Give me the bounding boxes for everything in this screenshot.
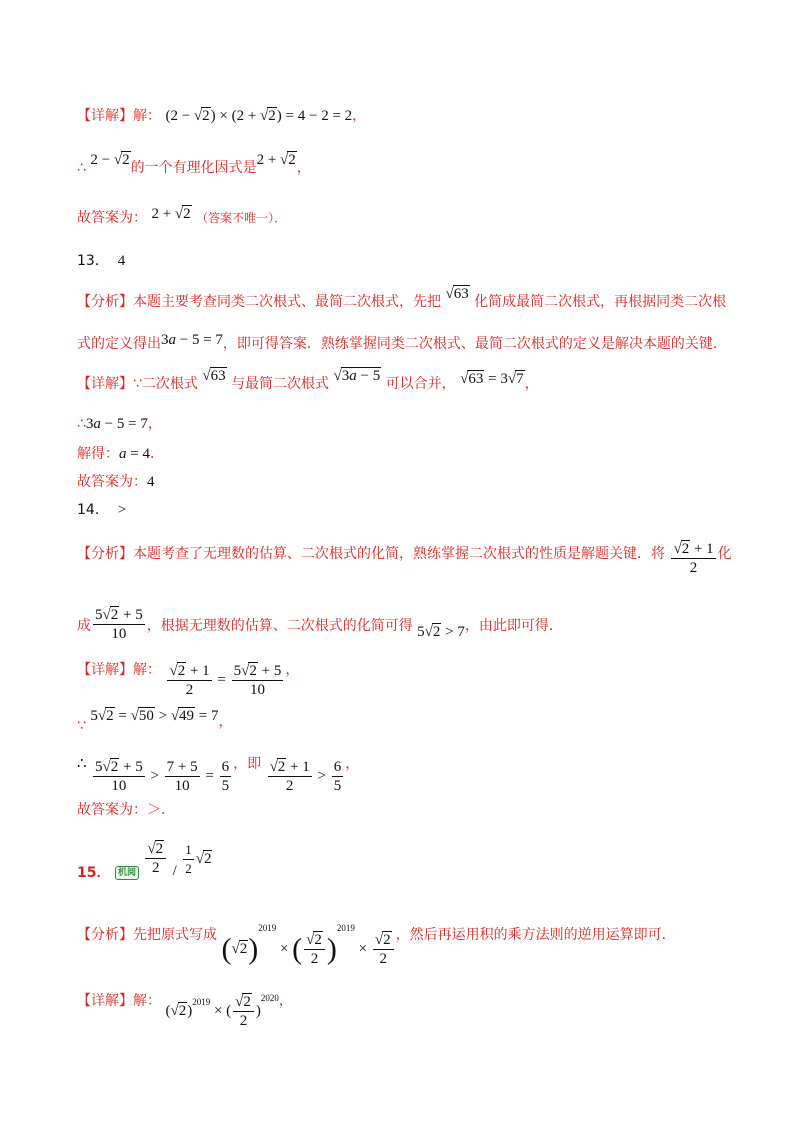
fraction-root2-over-2: $\frac{√2}{2}$: [145, 840, 166, 877]
punct: ，: [218, 714, 233, 730]
answer-line-12: [77, 208, 286, 228]
analysis-text: 本题考查了无理数的估算、二次根式的化简，熟练掌握二次根式的性质是解题关键．将: [133, 546, 665, 562]
therefore-symbol: ∴: [77, 756, 87, 772]
expr-2-minus-root2: 2 − √2: [90, 152, 130, 168]
question-13-header: [77, 251, 125, 271]
half-root2: $\frac{1}{2}$ √2: [185, 841, 212, 876]
q13-analysis-line-1: [77, 286, 727, 312]
q14-because-line: [77, 706, 233, 734]
detail-text: 二次根式: [141, 376, 198, 392]
punct: ，: [285, 662, 300, 678]
question-number: 14．: [77, 502, 109, 518]
solve-label: 解：: [133, 108, 161, 124]
punct: ，: [278, 993, 293, 1009]
answer-value: 4: [147, 474, 155, 490]
detail-label: 【详解】: [77, 108, 133, 124]
analysis-text: 成: [77, 618, 91, 634]
q13-analysis-line-2: [77, 334, 727, 354]
analysis-text: 化简成最简二次根式，再根据同类二次根: [474, 294, 727, 310]
detail-text: 可以合并，: [385, 376, 456, 392]
answer-note: （答案不唯一）．: [196, 211, 287, 225]
expr-2-plus-root2: 2 + √2: [256, 152, 296, 168]
q14-detail-line: [77, 660, 299, 699]
equation-product: (2 − √2) × (2 + √2) = 4 − 2 = 2: [165, 108, 353, 124]
q14-analysis-line-1: [77, 540, 732, 577]
analysis-label: 【分析】: [77, 546, 133, 562]
rationalizing-text: 的一个有理化因式是: [130, 160, 257, 176]
equation-3a-5-eq-7: 3a − 5 = 7: [85, 416, 148, 432]
answer-expr: 2 + √2: [151, 206, 191, 222]
analysis-label: 【分析】: [77, 927, 133, 943]
therefore-symbol: ∴: [77, 160, 86, 176]
q13-detail-line: [77, 368, 539, 394]
punct: ，: [524, 376, 539, 392]
punct: ，: [147, 416, 162, 432]
sqrt-63: √63: [202, 368, 226, 384]
analysis-text: ，由此即可得．: [464, 618, 563, 634]
fraction-root2-plus-1-over-2: $\frac{√2 + 1}{2}$: [673, 541, 714, 576]
solve-label: 解：: [133, 993, 161, 1009]
answer-label: 故答案为：: [77, 474, 147, 490]
q13-therefore-line: [77, 414, 162, 434]
analysis-text: 化: [717, 546, 732, 562]
answer-label: 故答案为：: [77, 210, 147, 226]
sqrt-63: √63: [445, 286, 469, 302]
solved-label: 解得：: [77, 446, 119, 462]
analysis-label: 【分析】: [77, 294, 133, 310]
q14-therefore-line: [77, 754, 359, 795]
punct: ，: [345, 756, 360, 772]
question-answer: >: [117, 502, 127, 518]
connector-text: ，即: [233, 756, 262, 772]
equation-5root2-compare: 5√2 = √50 > √49 = 7: [90, 708, 219, 724]
q15-analysis-line: [77, 918, 676, 968]
answer-label: 故答案为：: [77, 802, 147, 818]
because-symbol: ∵: [133, 376, 142, 392]
rewritten-expression: $(√2)^{2019}$ × ( $\frac{√2}{2}$ )$^{2019}$ × $\frac{√2}{2}$: [221, 918, 395, 968]
detail-text: 与最简二次根式: [231, 376, 330, 392]
question-15-header: [77, 840, 212, 881]
analysis-text: ，然后再运用积的乘方法则的逆用运算即可．: [395, 927, 676, 943]
detail-label: 【详解】: [77, 993, 133, 1009]
q14-answer-line: [77, 800, 175, 820]
because-symbol: ∵: [77, 718, 86, 734]
detail-label: 【详解】: [77, 376, 133, 392]
detail-line-1: [77, 106, 366, 126]
inequality-final: $\frac{√2 + 1}{2}$ > $\frac{6}{5}$: [269, 759, 342, 795]
analysis-text: 先把原式写成: [133, 927, 217, 943]
detail-expression: $(√2)^{2019}$ × ( $\frac{√2}{2}$ )$^{2020}$: [165, 993, 279, 1030]
equation-a-4: a = 4: [119, 446, 150, 462]
detail-label: 【详解】: [77, 662, 133, 678]
therefore-symbol: ∴: [77, 416, 86, 432]
fraction-5root2-plus-5-over-10: $\frac{5√2 + 5}{10}$: [95, 607, 143, 642]
equation-3a-5: 3a − 5 = 7: [161, 332, 223, 348]
analysis-text: 本题主要考查同类二次根式、最简二次根式，先把: [133, 294, 441, 310]
question-14-header: [77, 500, 126, 520]
q13-solved-line: [77, 444, 164, 464]
question-answer: 4: [117, 253, 126, 269]
equation-root63: √63 = 3√7: [460, 371, 524, 387]
punct: ，: [296, 160, 311, 176]
therefore-line: [77, 152, 311, 178]
q15-detail-line: [77, 988, 293, 1030]
inequality-5root2-gt-7: 5√2 > 7: [417, 624, 465, 640]
punct: ．: [149, 446, 164, 462]
punct: ，: [352, 108, 367, 124]
q13-answer-line: [77, 472, 155, 492]
slash-separator: /: [172, 862, 177, 879]
q14-analysis-line-2: [77, 606, 563, 643]
solve-label: 解：: [133, 662, 161, 678]
answer-value: ＞．: [147, 802, 175, 818]
question-number: 15．: [77, 864, 111, 881]
equation-fraction-equal: $\frac{√2 + 1}{2}$ = $\frac{5√2 + 5}{10}$: [169, 663, 282, 699]
question-number: 13．: [77, 253, 109, 269]
analysis-text: ，根据无理数的估算、二次根式的化简可得: [146, 618, 413, 634]
analysis-text: ，即可得答案．熟练掌握同类二次根式、最简二次根式的定义是解决本题的关键．: [222, 336, 727, 352]
review-badge: 机阅: [115, 866, 139, 880]
analysis-text: 式的定义得出: [77, 336, 161, 352]
inequality-chain: $\frac{5√2 + 5}{10}$ > $\frac{7 + 5}{10}$ = $\frac{6}{5}$: [95, 759, 230, 795]
sqrt-3a-5: √3a − 5: [333, 368, 381, 384]
